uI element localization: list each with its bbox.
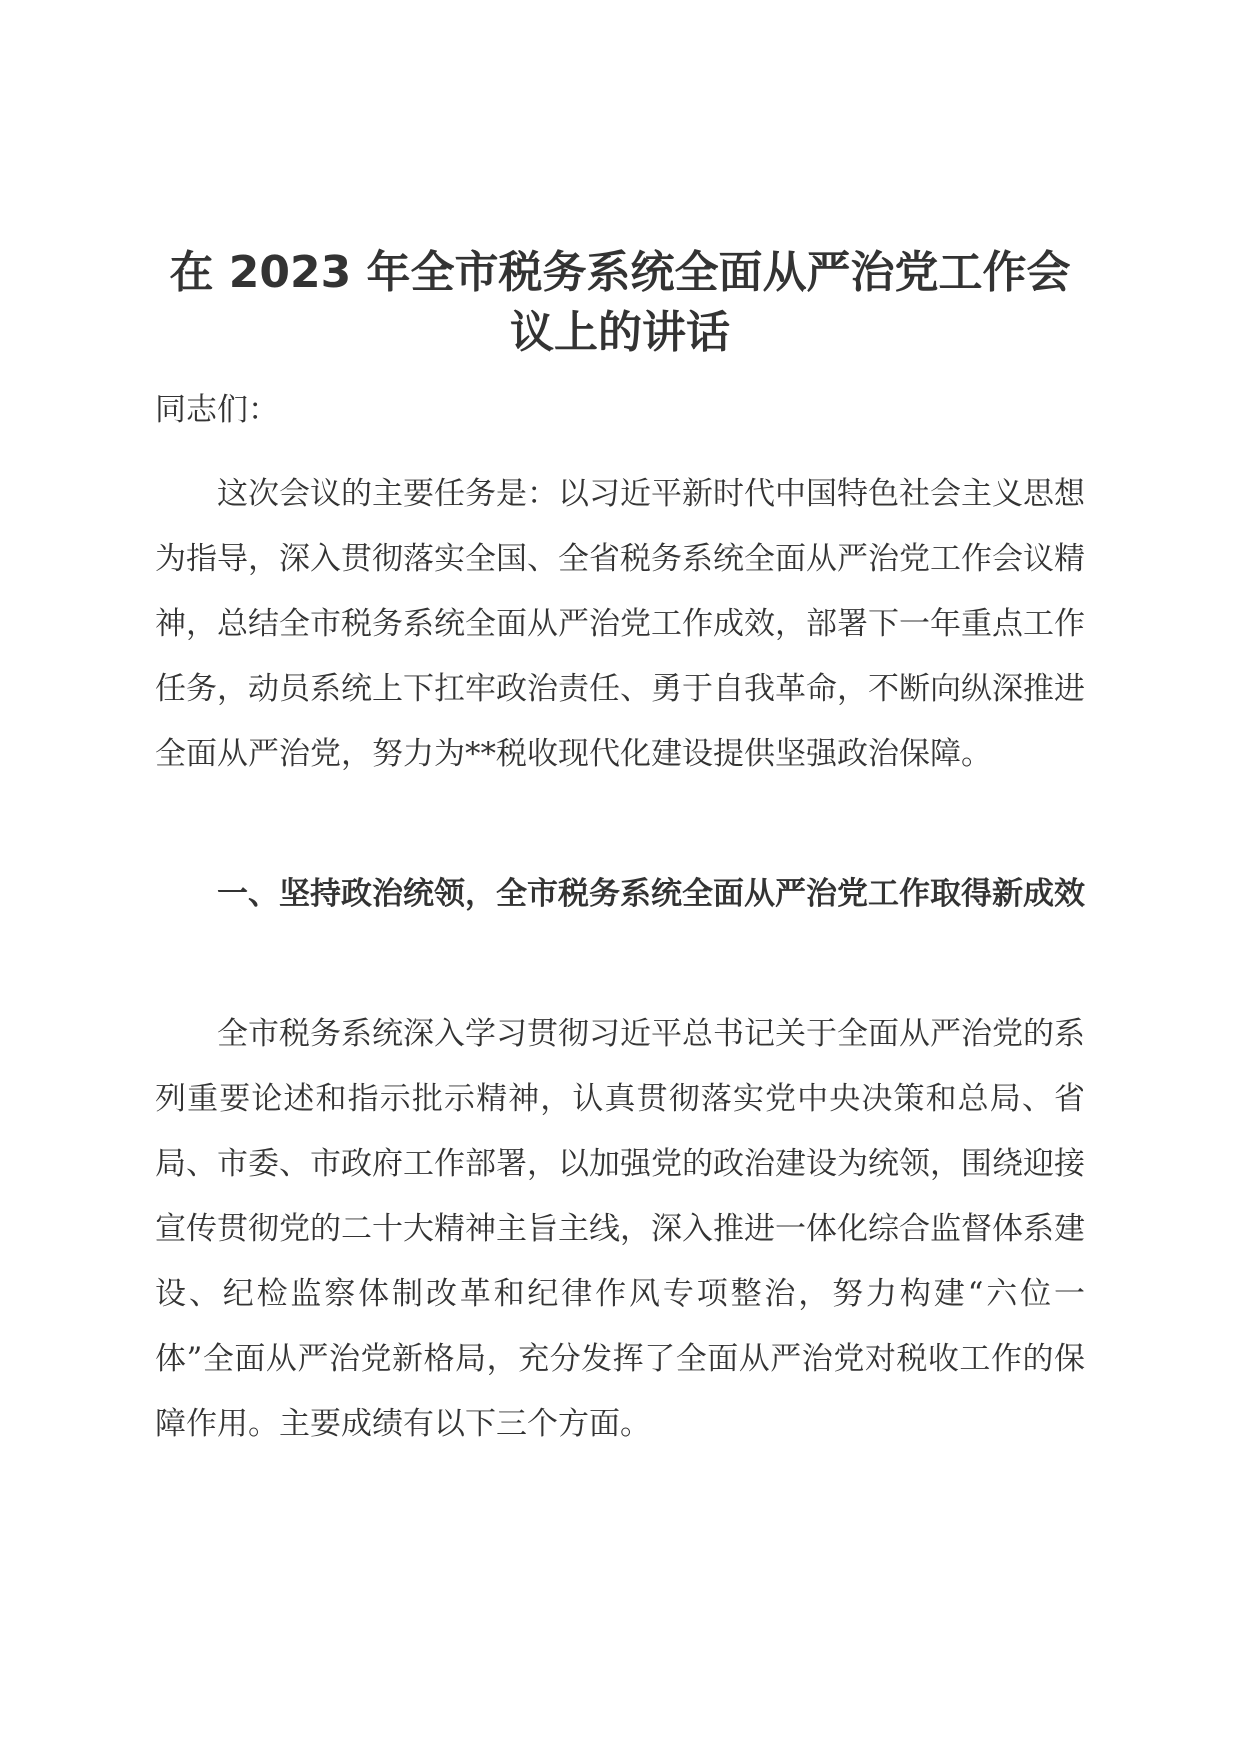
paragraph-achievements: 全市税务系统深入学习贯彻习近平总书记关于全面从严治党的系列重要论述和指示批示精神，认真贯彻落实党中央决策和总局、省局、市委、市政府工作部署，以加强党的政治建设为统领，围绕迎接宣传贯彻党的二十大精神主旨主线，深入推进一体化综合监督体系建设、纪检监察体制改革和纪律作风专项整治，努力构建“六位一体”全面从严治党新格局，充分发挥了全面从严治党对税收工作的保障作用。主要成绩有以下三个方面。 [155,1016,1085,1442]
paragraph-intro: 这次会议的主要任务是：以习近平新时代中国特色社会主义思想为指导，深入贯彻落实全国、全省税务系统全面从严治党工作会议精神，总结全市税务系统全面从严治党工作成效，部署下一年重点工作任务，动员系统上下扛牢政治责任、勇于自我革命，不断向纵深推进全面从严治党，努力为**税收现代化建设提供坚强政治保障。 [155,476,1085,772]
salutation: 同志们： [155,392,279,428]
page-title: 在 2023 年全市税务系统全面从严治党工作会议上的讲话 [169,247,1071,358]
section-heading-1: 一、坚持政治统领，全市税务系统全面从严治党工作取得新成效 [217,876,1085,912]
